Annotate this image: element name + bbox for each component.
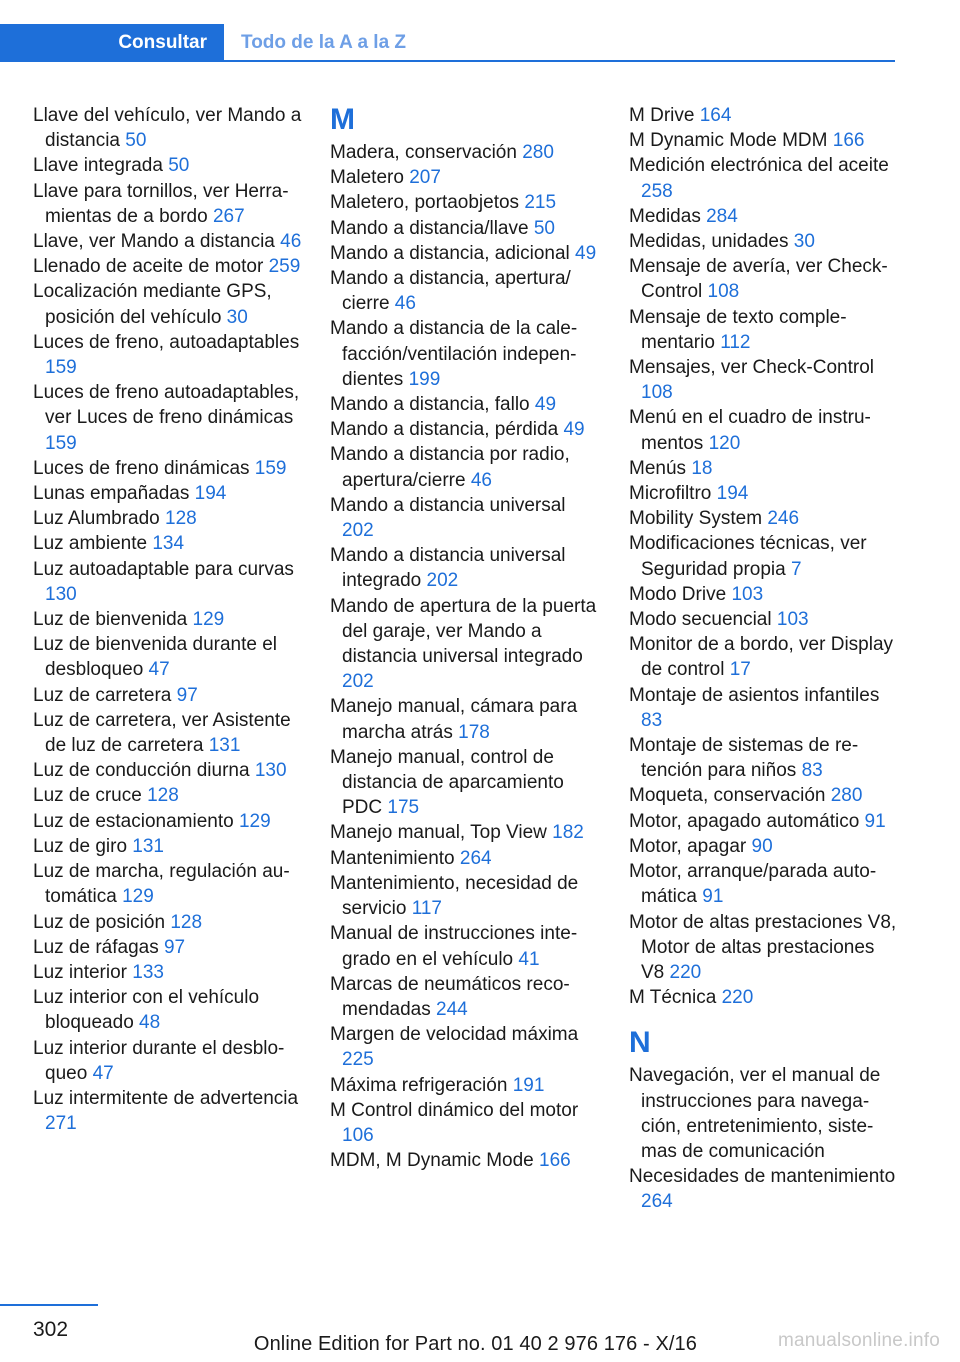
index-entry-text: Luz de giro (33, 835, 128, 857)
page-link[interactable]: 30 (226, 306, 248, 328)
section-letter: N (629, 1026, 651, 1060)
index-entry-text: Llave del vehículo, ver Mando a distancia (33, 105, 302, 152)
index-entry (33, 531, 303, 556)
index-entry-text: Modo secuencial (629, 609, 772, 631)
index-entry (33, 380, 303, 456)
index-entry-text: Mensaje de texto complementario (629, 306, 847, 353)
index-entry (629, 809, 897, 834)
page-link[interactable]: 159 (254, 457, 287, 479)
index-entry-text: Lunas empañadas (33, 483, 190, 505)
index-entry (330, 820, 600, 845)
index-entry (629, 1164, 897, 1214)
index-entry (629, 834, 897, 859)
page-link[interactable]: 46 (280, 231, 302, 253)
index-entry-text: Medidas, unidades (629, 231, 789, 253)
page-link[interactable]: 48 (139, 1012, 161, 1034)
index-entry-text: Medición electrónica del aceite (629, 155, 889, 177)
page-link[interactable]: 7 (791, 558, 802, 580)
index-entry (33, 254, 303, 279)
page-link[interactable]: 46 (470, 469, 492, 491)
page-link[interactable]: 194 (716, 483, 749, 505)
index-entry (330, 442, 600, 492)
index-entry (33, 708, 303, 758)
index-entry-text: M Drive (629, 105, 695, 126)
index-entry-text: Luz de estacionamiento (33, 810, 234, 832)
page-link[interactable]: 258 (641, 180, 673, 202)
index-entry-text: Mando de apertura de la puerta del garaje, ver Mando a distancia universal integrado (330, 595, 597, 668)
index-entry-text: Moqueta, conservación (629, 785, 826, 807)
index-entry-text: Menús (629, 457, 687, 479)
index-entry-text: Mando a distancia, apertura/ cierre (330, 268, 571, 315)
page-link[interactable]: 128 (165, 508, 197, 530)
index-entry (33, 809, 303, 834)
page-link[interactable]: 225 (342, 1049, 374, 1071)
tab-todo-de-la-a-a-la-z[interactable]: Todo de la A a la Z (241, 31, 407, 53)
index-entry (629, 481, 897, 506)
tab-consultar[interactable]: Consultar (0, 24, 224, 61)
index-entry-text: Motor, apagar (629, 835, 747, 857)
page-link[interactable]: 202 (342, 671, 374, 693)
index-entry-text: Luces de freno autoadaptables, ver Luces de freno dinámicas (33, 382, 300, 429)
index-entry-text: Luz de cruce (33, 785, 142, 807)
page-link[interactable]: 50 (125, 130, 147, 152)
page-link[interactable]: 129 (192, 609, 225, 631)
page-link[interactable]: 129 (122, 886, 154, 908)
page-link[interactable]: 280 (830, 785, 863, 807)
index-entry-text: Margen de velocidad máxima (330, 1024, 579, 1046)
index-entry (33, 834, 303, 859)
page-link[interactable]: 215 (524, 192, 557, 214)
index-entry (629, 632, 897, 682)
index-entry-text: Mando a distancia/llave (330, 217, 529, 239)
index-entry (330, 1073, 600, 1098)
index-entry-text: Navegación, ver el manual de instrucciones para navegación, entretenimiento, sistemas de comunicación (629, 1065, 881, 1162)
index-entry-text: Modo Drive (629, 583, 727, 605)
index-entry (33, 985, 303, 1035)
page-link[interactable]: 259 (268, 256, 301, 278)
index-entry (33, 935, 303, 960)
page-link[interactable]: 220 (721, 987, 754, 1009)
index-entry (330, 846, 600, 871)
index-entry (330, 921, 600, 971)
page-link[interactable]: 191 (512, 1074, 545, 1096)
index-entry-text: Marcas de neumáticos recomendadas (330, 973, 570, 1020)
page-link[interactable]: 267 (212, 205, 245, 227)
page-link[interactable]: 17 (729, 659, 751, 681)
index-entry-text: Motor de altas prestaciones V8, Motor de altas prestaciones V8 (629, 911, 897, 983)
footer-rule (0, 1304, 98, 1306)
page-link[interactable]: 220 (669, 961, 702, 983)
index-entry (33, 859, 303, 909)
index-entry-text: Manejo manual, cámara para marcha atrás (330, 696, 578, 743)
index-entry-text: Maletero (330, 167, 404, 189)
page-link[interactable]: 133 (132, 961, 164, 983)
index-entry-text: Luz de carretera (33, 684, 172, 706)
index-entry-text: Llave integrada (33, 155, 163, 177)
index-entry-text: Mando a distancia, adicional (330, 242, 570, 264)
index-entry (629, 128, 897, 153)
index-entry (629, 531, 897, 581)
index-entry (330, 1148, 600, 1173)
index-entry-text: Necesidades de mantenimiento (629, 1166, 896, 1188)
index-entry (330, 241, 600, 266)
index-entry (33, 632, 303, 682)
page-link[interactable]: 199 (408, 368, 441, 390)
edition-text: Online Edition for Part no. 01 40 2 976 176 - X/16 (253, 1333, 697, 1355)
index-entry (629, 254, 897, 304)
index-entry-text: Mando a distancia universal integrado (330, 545, 566, 592)
index-entry-text: Montaje de sistemas de retención para niños (629, 735, 859, 782)
index-entry-text: Monitor de a bordo, ver Display de control (629, 634, 894, 681)
page-link[interactable]: 49 (563, 419, 585, 441)
page-link[interactable]: 108 (641, 382, 673, 404)
index-entry (330, 594, 600, 695)
page-link[interactable]: 159 (45, 432, 77, 454)
page-link[interactable]: 97 (163, 936, 186, 958)
index-entry-text: M Técnica (629, 987, 717, 1009)
index-entry (629, 783, 897, 808)
page-link[interactable]: 130 (254, 760, 287, 782)
index-column-1 (33, 103, 303, 1136)
index-entry-text: Madera, conservación (330, 142, 517, 163)
index-entry-text: Manejo manual, Top View (330, 822, 547, 844)
index-entry-text: Luz interior durante el desbloqueo (33, 1037, 285, 1084)
page-link[interactable]: 159 (45, 357, 77, 379)
page-link[interactable]: 47 (148, 659, 170, 681)
index-entry (33, 758, 303, 783)
page-link[interactable]: 182 (552, 822, 584, 844)
page-link[interactable]: 194 (194, 483, 227, 505)
index-entry (330, 745, 600, 821)
index-entry-text: Mantenimiento (330, 847, 455, 869)
index-entry-text: Luz intermitente de advertencia (33, 1087, 299, 1109)
index-entry (330, 1022, 600, 1072)
index-entry-text: Medidas (629, 205, 701, 227)
page-link[interactable]: 271 (45, 1113, 77, 1135)
index-entry-text: Luz de posición (33, 911, 166, 933)
page-link[interactable]: 246 (767, 508, 800, 530)
index-entry (629, 582, 897, 607)
index-entry-text: Montaje de asientos infantiles (629, 684, 880, 706)
index-entry-text: Localización mediante GPS, posición del vehículo (33, 281, 272, 328)
index-entry (629, 607, 897, 632)
page-link[interactable]: 50 (533, 217, 555, 239)
page-link[interactable]: 244 (436, 998, 468, 1020)
page-link[interactable]: 166 (539, 1150, 571, 1172)
page-link[interactable]: 130 (45, 583, 77, 605)
index-entry-text: Luz interior con el vehículo bloqueado (33, 987, 260, 1034)
index-entry (629, 1063, 897, 1164)
index-column-2 (330, 103, 600, 1173)
page-link[interactable]: 264 (641, 1191, 673, 1213)
page-link[interactable]: 30 (793, 231, 815, 253)
index-entry (33, 1086, 303, 1136)
page-link[interactable]: 280 (522, 142, 554, 163)
page-link[interactable]: 91 (864, 810, 886, 832)
page-link[interactable]: 131 (132, 835, 164, 857)
index-entry-text: Motor, apagado automático (629, 810, 860, 832)
page-link[interactable]: 46 (394, 293, 416, 315)
index-entry-text: Manejo manual, control de distancia de aparcamiento PDC (330, 746, 564, 819)
index-entry-text: Luces de freno, autoadaptables (33, 331, 300, 353)
page-link[interactable]: 175 (387, 797, 420, 819)
index-entry (629, 153, 897, 203)
page-link[interactable]: 90 (751, 835, 773, 857)
index-entry (629, 456, 897, 481)
index-entry (330, 165, 600, 190)
index-entry-text: Máxima refrigeración (330, 1074, 508, 1096)
index-entry (330, 493, 600, 543)
index-entry-text: Luz de marcha, regulación automática (33, 861, 290, 908)
watermark: manualsonline.info (777, 1330, 940, 1351)
index-entry (629, 733, 897, 783)
index-entry-text: Luz de bienvenida durante el desbloqueo (33, 634, 278, 681)
index-entry-text: Modificaciones técnicas, ver Seguridad propia (629, 533, 867, 580)
header-rule (0, 60, 895, 62)
page-link[interactable]: 284 (706, 205, 738, 227)
index-entry-text: Motor, arranque/parada automática (629, 861, 877, 908)
page-link[interactable]: 47 (92, 1062, 114, 1084)
page-link[interactable]: 50 (168, 155, 190, 177)
index-entry (33, 229, 303, 254)
page-link[interactable]: 134 (152, 533, 185, 555)
index-entry-text: Luz autoadaptable para curvas (33, 558, 294, 580)
index-entry (33, 481, 303, 506)
index-entry (629, 405, 897, 455)
page-link[interactable]: 83 (641, 709, 663, 731)
index-entry (629, 204, 897, 229)
page-link[interactable]: 41 (518, 948, 540, 970)
index-entry (629, 305, 897, 355)
page-number: 302 (33, 1318, 69, 1341)
index-entry (330, 871, 600, 921)
section-gap (629, 1010, 897, 1026)
index-entry-text: Luz de bienvenida (33, 609, 188, 631)
index-entry-text: MDM, M Dynamic Mode (330, 1150, 534, 1172)
index-entry (33, 910, 303, 935)
index-entry (33, 103, 303, 153)
index-entry-text: Llave para tornillos, ver Herramientas de a bordo (33, 180, 289, 227)
index-entry (33, 179, 303, 229)
page-link[interactable]: 49 (534, 394, 557, 416)
index-entry (629, 355, 897, 405)
index-entry-text: M Dynamic Mode MDM (629, 130, 828, 152)
index-entry (330, 543, 600, 593)
page-link[interactable]: 91 (702, 886, 724, 908)
index-entry-text: Maletero, portaobjetos (330, 192, 520, 214)
page-link[interactable]: 106 (342, 1124, 374, 1146)
page-link[interactable]: 202 (426, 570, 459, 592)
index-entry (33, 456, 303, 481)
index-entry (33, 960, 303, 985)
page-link[interactable]: 128 (147, 785, 179, 807)
index-entry (33, 506, 303, 531)
index-entry (330, 417, 600, 442)
page-link[interactable]: 128 (170, 911, 203, 933)
page-link[interactable]: 264 (459, 847, 492, 869)
page-link[interactable]: 120 (708, 432, 741, 454)
index-entry (33, 607, 303, 632)
index-entry-text: Llenado de aceite de motor (33, 256, 264, 278)
index-entry (629, 985, 897, 1010)
index-entry-text: Llave, ver Mando a distancia (33, 231, 275, 253)
index-entry-text: Luz ambiente (33, 533, 148, 555)
index-entry (330, 216, 600, 241)
index-entry (330, 392, 600, 417)
index-entry-text: Menú en el cuadro de instrumentos (629, 407, 871, 454)
index-entry (330, 266, 600, 316)
page-link[interactable]: 207 (409, 167, 441, 189)
page-link[interactable]: 129 (238, 810, 271, 832)
index-entry (330, 190, 600, 215)
index-entry (629, 103, 897, 128)
index-entry-text: Mando a distancia, pérdida (330, 419, 559, 441)
index-entry (33, 330, 303, 380)
index-entry-text: Mobility System (629, 508, 763, 530)
index-entry-text: Luz de carretera, ver Asistente de luz de carretera (33, 709, 291, 757)
index-entry (629, 910, 897, 986)
index-entry-text: Mando a distancia por radio, apertura/cierre (330, 444, 570, 491)
index-entry (33, 279, 303, 329)
index-entry (629, 506, 897, 531)
index-entry-text: Mensaje de avería, ver Check-Control (629, 256, 888, 303)
index-entry (33, 783, 303, 808)
index-entry-text: Luz Alumbrado (33, 508, 160, 530)
page-link[interactable]: 131 (208, 735, 241, 757)
index-entry (629, 229, 897, 254)
page-link[interactable]: 49 (575, 242, 597, 264)
section-letter: M (330, 103, 355, 136)
index-entry-text: Mando a distancia universal (330, 494, 566, 516)
page-link[interactable]: 108 (707, 281, 740, 303)
index-entry-text: Mantenimiento, necesidad de servicio (330, 872, 579, 920)
index-column-3 (629, 103, 897, 1215)
index-entry-text: Microfiltro (629, 483, 712, 505)
index-entry (330, 1098, 600, 1148)
index-entry-text: Mensajes, ver Check-Control (629, 357, 874, 379)
index-entry (330, 972, 600, 1022)
index-entry (33, 557, 303, 607)
index-entry (330, 694, 600, 744)
index-entry (330, 140, 600, 165)
page-link[interactable]: 83 (801, 760, 823, 782)
index-entry-text: Luces de freno dinámicas (33, 457, 250, 479)
index-entry-text: Mando a distancia, fallo (330, 394, 530, 416)
index-entry-text: Luz de conducción diurna (33, 760, 250, 782)
page-link[interactable]: 164 (699, 105, 732, 126)
page-link[interactable]: 166 (832, 130, 865, 152)
index-entry (33, 1036, 303, 1086)
page-link[interactable]: 112 (720, 331, 751, 353)
index-entry-text: Mando a distancia de la calefacción/ventilación independientes (330, 318, 578, 390)
index-entry-text: Luz interior (33, 961, 127, 983)
page-link[interactable]: 178 (458, 721, 490, 743)
page-link[interactable]: 202 (342, 520, 374, 542)
page-link[interactable]: 117 (411, 898, 442, 920)
index-entry (33, 683, 303, 708)
page-link[interactable]: 103 (731, 583, 764, 605)
index-entry-text: Manual de instrucciones integrado en el vehículo (330, 923, 578, 970)
page-link[interactable]: 18 (691, 457, 713, 479)
index-entry (330, 316, 600, 392)
page-link[interactable]: 103 (776, 609, 809, 631)
index-entry (629, 683, 897, 733)
index-entry-text: M Control dinámico del motor (330, 1099, 579, 1121)
index-entry-text: Luz de ráfagas (33, 936, 159, 958)
index-entry (629, 859, 897, 909)
index-entry (33, 153, 303, 178)
page-link[interactable]: 97 (176, 684, 198, 706)
